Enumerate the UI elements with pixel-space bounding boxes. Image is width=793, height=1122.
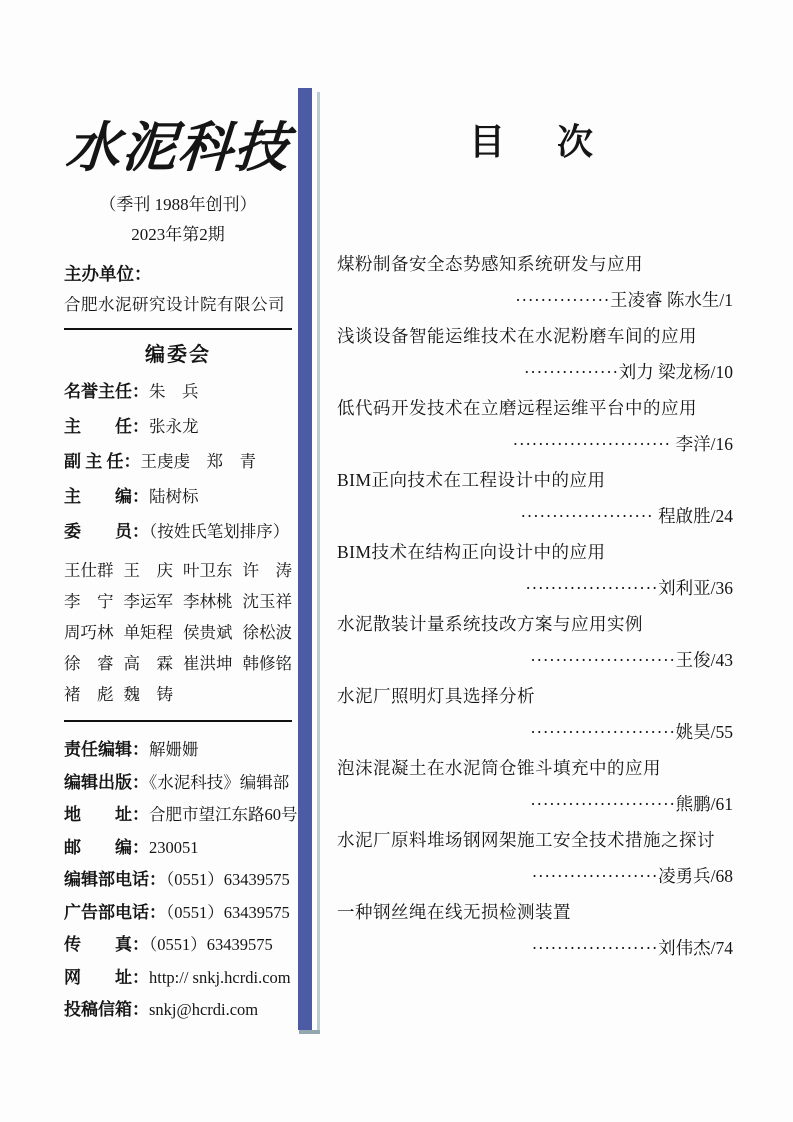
page-separator: /: [719, 290, 725, 310]
member-name: 褚 彪: [64, 685, 114, 704]
member-name: 魏 铸: [123, 685, 173, 704]
toc-entry-authors: 熊鹏: [675, 794, 711, 814]
toc-entry-byline: [337, 498, 733, 534]
toc-entry-authors: 程啟胜: [658, 506, 711, 526]
pub-label: 邮 编：: [64, 837, 149, 857]
pub-row: [64, 864, 292, 897]
toc-entry-title: 水泥散装计量系统技改方案与应用实例: [337, 614, 643, 634]
toc-entry-title: 水泥厂照明灯具选择分析: [337, 686, 535, 706]
editorial-board-roles: [64, 374, 292, 549]
page-separator: /: [710, 722, 716, 742]
vertical-divider-bottom-shadow: [299, 1030, 320, 1034]
page-separator: /: [710, 362, 716, 382]
member-name: 李林桃: [183, 592, 233, 611]
toc-entry-authors: 刘利亚: [658, 578, 711, 598]
toc-entry-title: 水泥厂原料堆场钢网架施工安全技术措施之探讨: [337, 830, 715, 850]
role-row: [64, 409, 292, 444]
pub-label: 广告部电话：: [64, 902, 166, 922]
toc-entry-byline: [337, 930, 733, 966]
pub-label: 编辑部电话：: [64, 870, 166, 889]
dot-leader: ····················: [531, 866, 659, 886]
role-value: 朱 兵: [149, 382, 199, 401]
pub-row: [64, 897, 292, 930]
role-row: [64, 444, 292, 479]
dot-leader: ·······················: [530, 794, 676, 814]
pub-label: 网 址：: [64, 967, 149, 987]
toc-entry-authors: 王凌睿 陈水生: [610, 290, 720, 310]
pub-row: [64, 962, 292, 995]
member-name: 高 霖: [123, 654, 173, 673]
editorial-board-heading: 编委会: [145, 344, 211, 366]
vertical-divider-light-line: [317, 92, 320, 1030]
page-separator: /: [710, 938, 716, 958]
toc-entry: [337, 678, 733, 750]
role-label: 主 编：: [64, 487, 149, 506]
toc-entry-authors: 李洋: [675, 434, 711, 454]
role-row: [64, 374, 292, 409]
pub-value: 230051: [149, 837, 199, 857]
role-row: [64, 479, 292, 514]
role-label: 副 主 任：: [64, 452, 141, 471]
page-separator: /: [710, 578, 716, 598]
toc-entry-title: BIM正向技术在工程设计中的应用: [337, 470, 606, 490]
pub-value: （0551）63439575: [149, 935, 273, 954]
pub-row: [64, 799, 298, 832]
member-name: 侯贵斌: [183, 623, 233, 642]
toc-entry-byline: [337, 426, 733, 462]
toc-entry-authors: 刘伟杰: [658, 938, 711, 958]
toc-entry-page: 74: [715, 938, 733, 958]
toc-entry: [337, 318, 733, 390]
publication-info: [64, 734, 298, 1027]
horizontal-rule-top: [64, 328, 292, 330]
toc-entry: [337, 246, 733, 318]
member-name: 徐松波: [242, 623, 292, 642]
journal-title: 水泥科技: [63, 118, 293, 178]
role-value: 陆树标: [149, 487, 199, 506]
role-value: 张永龙: [149, 417, 199, 436]
pub-row: [64, 767, 292, 800]
pub-label: 投稿信箱：: [64, 1000, 149, 1019]
toc-entry-byline: [337, 714, 733, 750]
toc-entry-title: BIM技术在结构正向设计中的应用: [337, 542, 606, 562]
journal-issue: 2023年第2期: [131, 225, 225, 244]
toc-heading: 目 次: [468, 122, 601, 162]
pub-label: 编辑出版：: [64, 772, 149, 792]
pub-value: snkj@hcrdi.com: [149, 1000, 259, 1019]
member-name: 单矩程: [123, 623, 173, 642]
role-value: 王虔虔 郑 青: [140, 452, 256, 471]
toc-entry-authors: 刘力 梁龙杨: [618, 362, 711, 382]
vertical-divider-bar: [298, 88, 312, 1030]
editorial-board-members: [64, 555, 292, 710]
pub-value: （0551）63439575: [166, 902, 290, 922]
toc-entry-page: 36: [715, 578, 733, 598]
toc-entry-page: 43: [715, 650, 733, 670]
toc-entry-page: 1: [724, 290, 733, 310]
member-name: 韩修铭: [242, 654, 292, 673]
dot-leader: ·····················: [520, 506, 659, 526]
dot-leader: ·····················: [525, 578, 659, 598]
page-separator: /: [710, 794, 716, 814]
pub-value: 合肥市望江东路60号: [149, 805, 298, 824]
toc-entry: [337, 390, 733, 462]
toc-entry-title: 泡沫混凝土在水泥筒仓锥斗填充中的应用: [337, 758, 661, 778]
toc-entry-page: 24: [715, 506, 733, 526]
page-separator: /: [710, 866, 716, 886]
toc-entry-authors: 王俊: [675, 650, 711, 670]
member-name: 王 庆: [123, 561, 173, 580]
pub-label: 责任编辑：: [64, 740, 149, 759]
toc-entry: [337, 534, 733, 606]
pub-value: （0551）63439575: [166, 870, 290, 889]
dot-leader: ·························: [512, 434, 676, 454]
pub-row: [64, 929, 292, 962]
role-label: 名誉主任：: [64, 382, 149, 401]
page-separator: /: [710, 434, 716, 454]
toc-entry: [337, 462, 733, 534]
pub-label: 传 真：: [64, 935, 149, 954]
toc-entry-page: 55: [715, 722, 733, 742]
role-row: [64, 514, 292, 549]
toc-entry-authors: 凌勇兵: [658, 866, 711, 886]
pub-row: [64, 832, 292, 865]
member-name: 沈玉祥: [242, 592, 292, 611]
member-name: 王仕群: [64, 561, 114, 580]
toc-entry: [337, 750, 733, 822]
toc-entry-page: 10: [715, 362, 733, 382]
toc-entry-title: 一种钢丝绳在线无损检测装置: [337, 902, 571, 922]
member-name: 崔洪坤: [183, 654, 233, 673]
member-name: 周巧林: [64, 623, 114, 642]
dot-leader: ·······················: [530, 722, 676, 742]
pub-label: 地 址：: [64, 805, 149, 824]
role-label: 主 任：: [64, 417, 149, 436]
dot-leader: ····················: [531, 938, 659, 958]
member-name: 许 涛: [242, 561, 292, 580]
pub-value: http:// snkj.hcrdi.com: [149, 967, 291, 987]
toc-entry-byline: [337, 786, 733, 822]
toc-entry-page: 61: [715, 794, 733, 814]
masthead-column: [63, 106, 298, 1027]
toc-entry-byline: [337, 570, 733, 606]
member-name: 徐 睿: [64, 654, 114, 673]
toc-column: [337, 118, 733, 966]
toc-entry-title: 浅谈设备智能运维技术在水泥粉磨车间的应用: [337, 326, 697, 346]
member-name: 叶卫东: [183, 561, 233, 580]
organizer-label: 主办单位：: [64, 264, 152, 284]
member-name: 李 宁: [64, 592, 114, 611]
pub-row: [64, 734, 292, 767]
pub-row: [64, 994, 292, 1027]
page-separator: /: [710, 650, 716, 670]
journal-subtitle: （季刊 1988年创刊）: [99, 195, 257, 214]
toc-entry-byline: [337, 858, 733, 894]
member-name: 李运军: [123, 592, 173, 611]
toc-entry-title: 煤粉制备安全态势感知系统研发与应用: [337, 254, 643, 274]
dot-leader: ···············: [523, 362, 619, 382]
horizontal-rule-bottom: [64, 720, 292, 722]
toc-list: [337, 246, 733, 966]
toc-entry-title: 低代码开发技术在立磨远程运维平台中的应用: [337, 398, 697, 418]
toc-entry-byline: [337, 642, 733, 678]
pub-value: 《水泥科技》编辑部: [149, 772, 290, 792]
dot-leader: ·······················: [530, 650, 676, 670]
toc-entry-authors: 姚昊: [675, 722, 711, 742]
organizer-name: 合肥水泥研究设计院有限公司: [64, 295, 285, 314]
toc-entry-page: 16: [715, 434, 733, 454]
role-value: （按姓氏笔划排序）: [149, 522, 290, 541]
pub-value: 解姗姗: [149, 740, 199, 759]
toc-entry: [337, 606, 733, 678]
page-separator: /: [710, 506, 716, 526]
toc-entry: [337, 822, 733, 894]
toc-entry-byline: [337, 282, 733, 318]
toc-entry-page: 68: [715, 866, 733, 886]
toc-entry: [337, 894, 733, 966]
role-label: 委 员：: [64, 522, 149, 541]
toc-entry-byline: [337, 354, 733, 390]
dot-leader: ···············: [515, 290, 610, 310]
